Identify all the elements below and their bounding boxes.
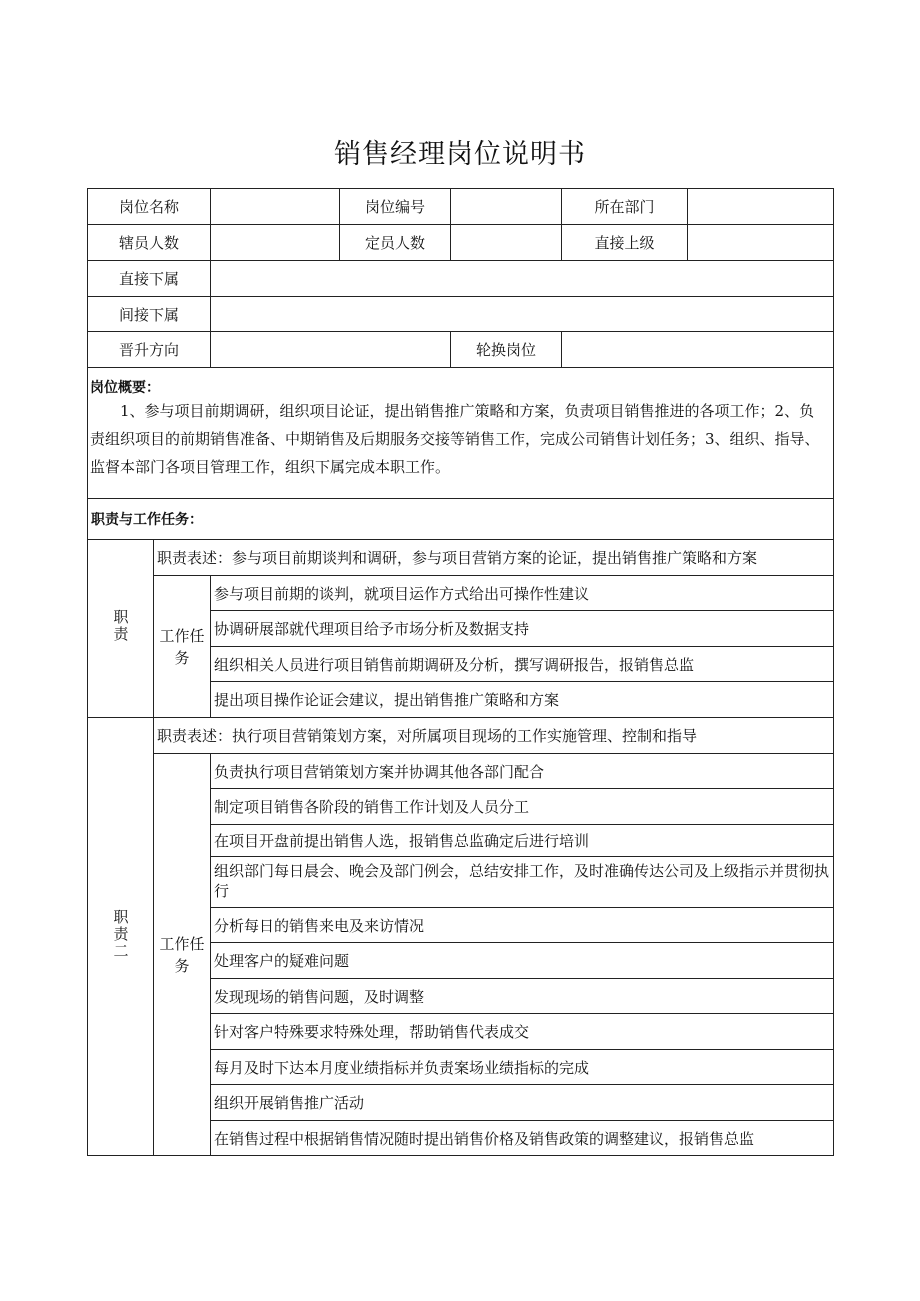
quota-label: 定员人数 xyxy=(340,225,451,261)
duty2-task: 分析每日的销售来电及来访情况 xyxy=(211,908,834,943)
position-no-field[interactable] xyxy=(451,189,562,225)
duty2-task: 发现现场的销售问题，及时调整 xyxy=(211,979,834,1014)
summary-text: 1、参与项目前期调研，组织项目论证，提出销售推广策略和方案，负责项目销售推进的各项工作；2、负责组织项目的前期销售准备、中期销售及后期服务交接等销售工作，完成公司销售计划任务；3、组织、指导、监督本部门各项目管理工作，组织下属完成本职工作。 xyxy=(90,402,820,476)
info-row-3 xyxy=(88,261,834,297)
duty1-task-label: 工作任务 xyxy=(154,576,211,718)
department-label: 所在部门 xyxy=(562,189,688,225)
rotation-label: 轮换岗位 xyxy=(451,332,562,368)
page-title: 销售经理岗位说明书 xyxy=(334,139,586,170)
info-row-1 xyxy=(88,189,834,225)
info-row-5 xyxy=(88,332,834,368)
duty2-task: 制定项目销售各阶段的销售工作计划及人员分工 xyxy=(211,789,834,825)
summary-heading: 岗位概要： xyxy=(90,380,160,396)
department-field[interactable] xyxy=(688,189,834,225)
promotion-field[interactable] xyxy=(211,332,451,368)
summary-row xyxy=(88,368,834,499)
duty2-task: 组织开展销售推广活动 xyxy=(211,1085,834,1121)
duty2-task: 每月及时下达本月度业绩指标并负责案场业绩指标的完成 xyxy=(211,1050,834,1085)
info-row-4 xyxy=(88,297,834,332)
position-name-field[interactable] xyxy=(211,189,340,225)
duty1-label-cell xyxy=(88,540,154,718)
direct-subordinate-field[interactable] xyxy=(211,261,834,297)
position-no-label: 岗位编号 xyxy=(340,189,451,225)
duties-heading: 职责与工作任务： xyxy=(88,499,834,540)
duty1-description: 职责表述：参与项目前期谈判和调研，参与项目营销方案的论证，提出销售推广策略和方案 xyxy=(154,540,834,576)
duty2-description-row xyxy=(88,718,834,754)
duty2-task-row xyxy=(88,754,834,789)
duties-heading-row xyxy=(88,499,834,540)
duty2-task-label: 工作任务 xyxy=(154,754,211,1156)
duty1-task: 提出项目操作论证会建议，提出销售推广策略和方案 xyxy=(211,682,834,718)
duty1-task: 组织相关人员进行项目销售前期调研及分析，撰写调研报告，报销售总监 xyxy=(211,647,834,682)
job-description-table xyxy=(87,188,834,1156)
promotion-label: 晋升方向 xyxy=(88,332,211,368)
duty2-task: 在项目开盘前提出销售人选，报销售总监确定后进行培训 xyxy=(211,825,834,857)
direct-superior-field[interactable] xyxy=(688,225,834,261)
staff-count-label: 辖员人数 xyxy=(88,225,211,261)
duty1-description-row xyxy=(88,540,834,576)
duty2-task: 在销售过程中根据销售情况随时提出销售价格及销售政策的调整建议，报销售总监 xyxy=(211,1121,834,1156)
duty2-label: 职责二 xyxy=(111,908,130,960)
duty1-task: 参与项目前期的谈判，就项目运作方式给出可操作性建议 xyxy=(211,576,834,611)
direct-subordinate-label: 直接下属 xyxy=(88,261,211,297)
duty2-description: 职责表述：执行项目营销策划方案，对所属项目现场的工作实施管理、控制和指导 xyxy=(154,718,834,754)
position-name-label: 岗位名称 xyxy=(88,189,211,225)
duty2-task: 组织部门每日晨会、晚会及部门例会，总结安排工作，及时准确传达公司及上级指示并贯彻执行 xyxy=(211,857,834,908)
duty1-task: 协调研展部就代理项目给予市场分析及数据支持 xyxy=(211,611,834,647)
indirect-subordinate-label: 间接下属 xyxy=(88,297,211,332)
indirect-subordinate-field[interactable] xyxy=(211,297,834,332)
duty2-task: 处理客户的疑难问题 xyxy=(211,943,834,979)
staff-count-field[interactable] xyxy=(211,225,340,261)
duty2-label-cell xyxy=(88,718,154,1156)
info-row-2 xyxy=(88,225,834,261)
quota-field[interactable] xyxy=(451,225,562,261)
duty1-task-row xyxy=(88,576,834,611)
duty2-task: 负责执行项目营销策划方案并协调其他各部门配合 xyxy=(211,754,834,789)
rotation-field[interactable] xyxy=(562,332,834,368)
direct-superior-label: 直接上级 xyxy=(562,225,688,261)
summary-cell xyxy=(88,368,834,499)
duty1-label: 职责 xyxy=(111,609,130,643)
duty2-task: 针对客户特殊要求特殊处理，帮助销售代表成交 xyxy=(211,1014,834,1050)
